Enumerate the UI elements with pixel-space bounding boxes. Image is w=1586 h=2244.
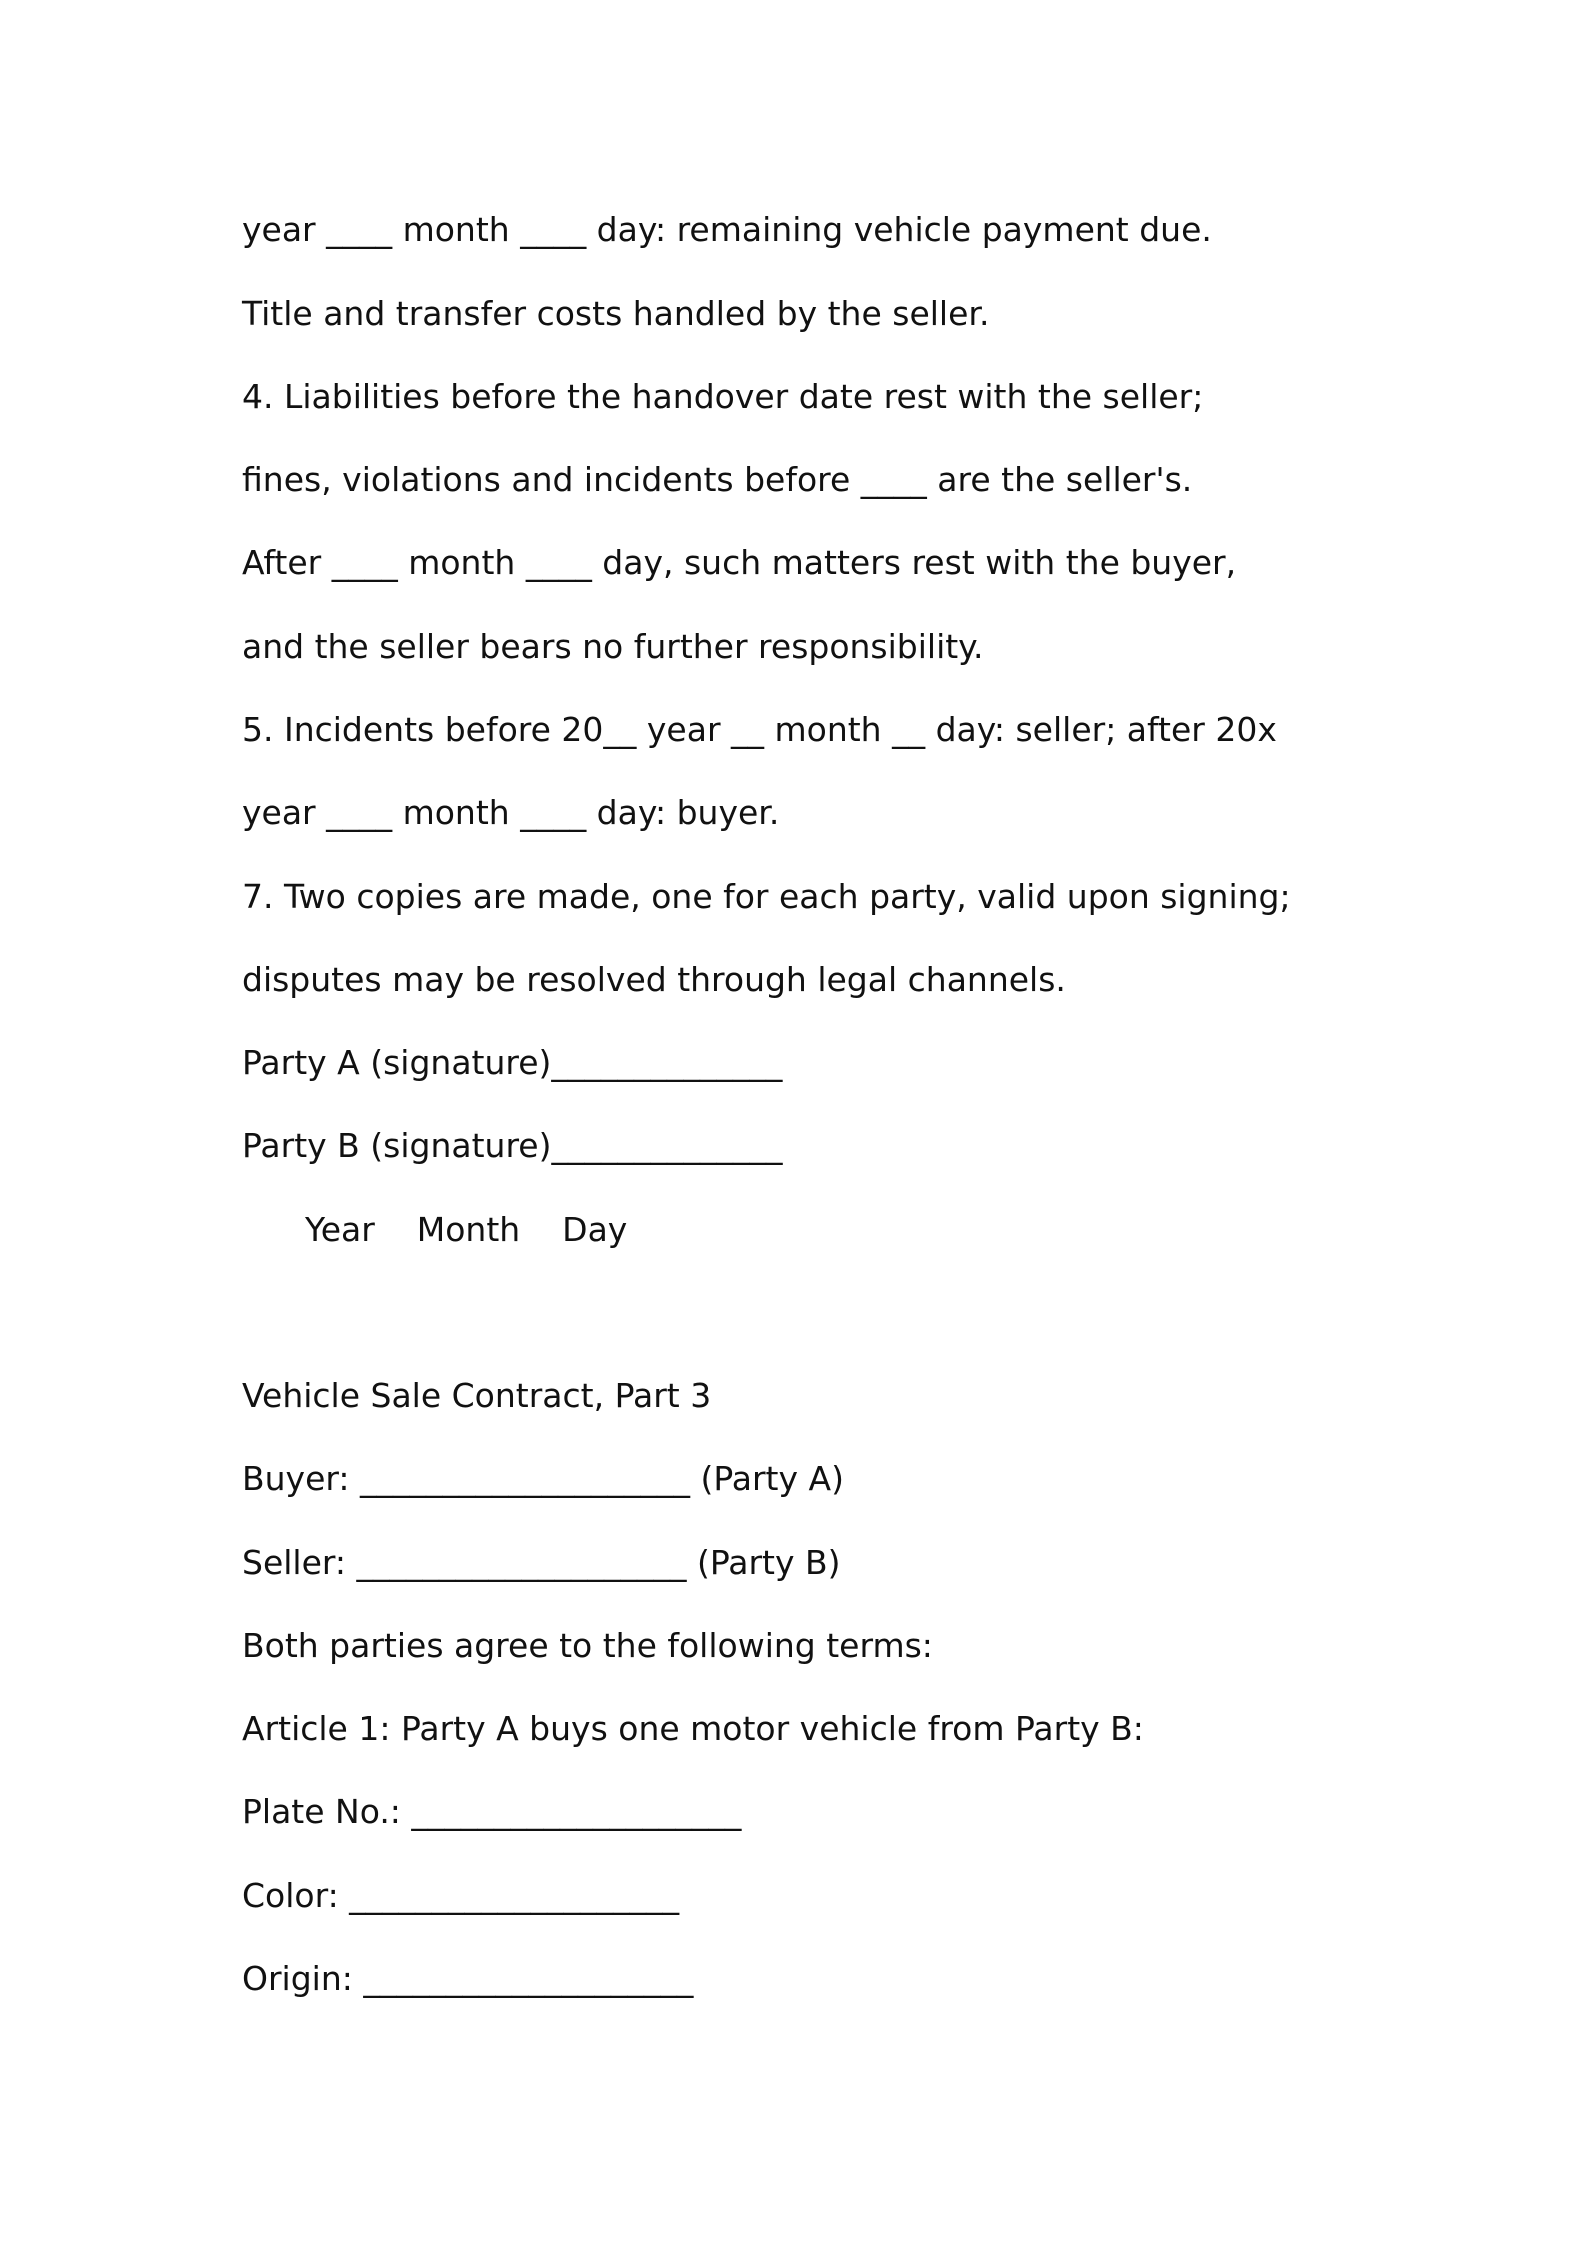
- text-line: year ____ month ____ day: buyer.: [242, 793, 780, 832]
- text-line: Buyer: ____________________ (Party A): [242, 1459, 844, 1498]
- text-line: 5. Incidents before 20__ year __ month __ day: seller; after 20x: [242, 710, 1277, 749]
- signature-line-party-b: Party B (signature)______________: [242, 1126, 783, 1165]
- text-line: Title and transfer costs handled by the seller.: [242, 294, 990, 333]
- text-line: disputes may be resolved through legal channels.: [242, 960, 1066, 999]
- text-line: Plate No.: ____________________: [242, 1792, 742, 1831]
- text-line: Color: ____________________: [242, 1876, 680, 1915]
- text-line: and the seller bears no further responsibility.: [242, 627, 984, 666]
- text-line: Seller: ____________________ (Party B): [242, 1543, 841, 1582]
- text-line: Origin: ____________________: [242, 1959, 694, 1998]
- text-line: After ____ month ____ day, such matters rest with the buyer,: [242, 543, 1237, 582]
- text-line: 4. Liabilities before the handover date rest with the seller;: [242, 377, 1204, 416]
- text-line: Article 1: Party A buys one motor vehicle from Party B:: [242, 1709, 1144, 1748]
- text-line: year ____ month ____ day: remaining vehicle payment due.: [242, 210, 1212, 249]
- text-line: fines, violations and incidents before ____ are the seller's.: [242, 460, 1193, 499]
- signature-line-party-a: Party A (signature)______________: [242, 1043, 783, 1082]
- date-line: Year Month Day: [242, 1210, 628, 1249]
- section-title: Vehicle Sale Contract, Part 3: [242, 1376, 712, 1415]
- text-line: 7. Two copies are made, one for each party, valid upon signing;: [242, 877, 1291, 916]
- text-line: Both parties agree to the following terms:: [242, 1626, 933, 1665]
